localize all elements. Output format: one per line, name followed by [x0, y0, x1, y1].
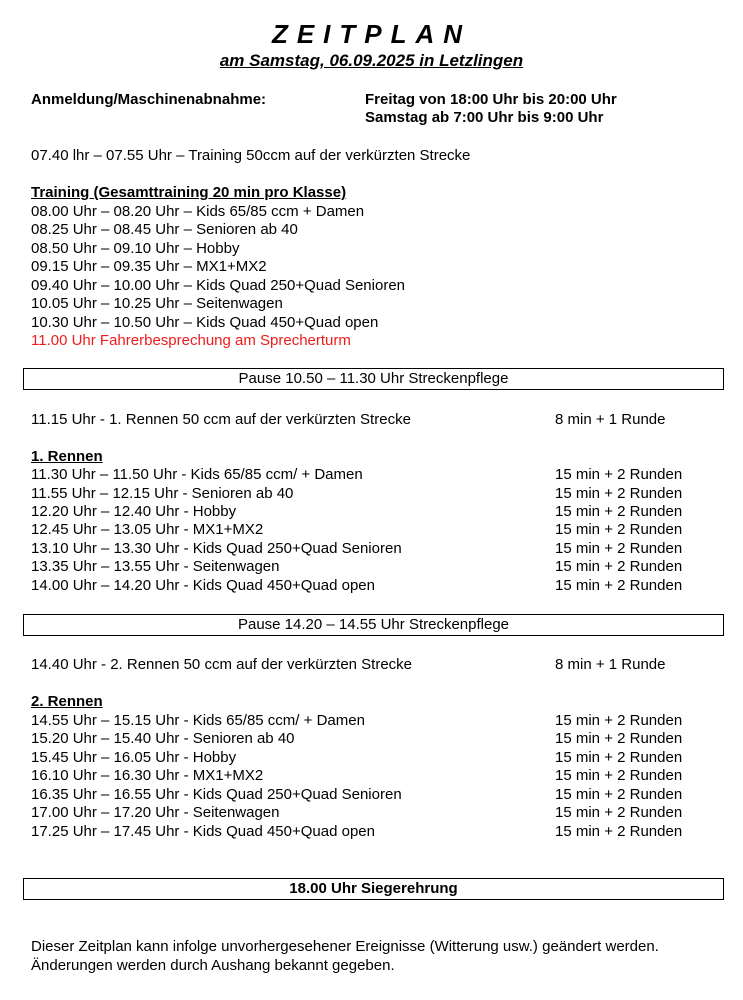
race-50ccm-1: 11.15 Uhr - 1. Rennen 50 ccm auf der verkürzten Strecke [31, 411, 411, 428]
race2-heading: 2. Rennen [31, 693, 103, 710]
race2-duration: 15 min + 2 Runden [555, 767, 683, 784]
race1-item: 12.45 Uhr – 13.05 Uhr - MX1+MX2 [31, 521, 264, 538]
race2-item: 16.10 Uhr – 16.30 Uhr - MX1+MX2 [31, 767, 264, 784]
race1-item: 13.10 Uhr – 13.30 Uhr - Kids Quad 250+Quad Senioren [31, 540, 402, 557]
race1-duration: 15 min + 2 Runden [555, 503, 683, 520]
rider-briefing-notice: 11.00 Uhr Fahrerbesprechung am Sprecherturm [31, 332, 351, 349]
race2-item: 15.20 Uhr – 15.40 Uhr - Senioren ab 40 [31, 730, 295, 747]
registration-label: Anmeldung/Maschinenabnahme: [31, 91, 267, 108]
pause-box-1: Pause 10.50 – 11.30 Uhr Streckenpflege [23, 368, 724, 390]
race2-duration: 15 min + 2 Runden [555, 730, 683, 747]
training-item: 09.40 Uhr – 10.00 Uhr – Kids Quad 250+Quad Senioren [31, 277, 406, 294]
registration-saturday: Samstag ab 7:00 Uhr bis 9:00 Uhr [365, 109, 604, 126]
race1-duration: 15 min + 2 Runden [555, 577, 683, 594]
race1-heading: 1. Rennen [31, 448, 103, 465]
race2-duration: 15 min + 2 Runden [555, 823, 683, 840]
race2-item: 15.45 Uhr – 16.05 Uhr - Hobby [31, 749, 237, 766]
race2-item: 17.25 Uhr – 17.45 Uhr - Kids Quad 450+Quad open [31, 823, 375, 840]
race1-duration: 15 min + 2 Runden [555, 558, 683, 575]
training-item: 08.00 Uhr – 08.20 Uhr – Kids 65/85 ccm + Damen [31, 203, 365, 220]
race1-item: 11.55 Uhr – 12.15 Uhr - Senioren ab 40 [31, 485, 294, 502]
race2-duration: 15 min + 2 Runden [555, 804, 683, 821]
training-item: 08.50 Uhr – 09.10 Uhr – Hobby [31, 240, 240, 257]
pre-training-50ccm: 07.40 lhr – 07.55 Uhr – Training 50ccm auf der verkürzten Strecke [31, 147, 471, 164]
race1-duration: 15 min + 2 Runden [555, 540, 683, 557]
footer-disclaimer: Dieser Zeitplan kann infolge unvorhergesehener Ereignisse (Witterung usw.) geändert werden. [31, 938, 659, 955]
training-item: 10.30 Uhr – 10.50 Uhr – Kids Quad 450+Quad open [31, 314, 379, 331]
race-50ccm-2-duration: 8 min + 1 Runde [555, 656, 666, 673]
race1-item: 14.00 Uhr – 14.20 Uhr - Kids Quad 450+Quad open [31, 577, 375, 594]
pause-box-2: Pause 14.20 – 14.55 Uhr Streckenpflege [23, 614, 724, 636]
race2-duration: 15 min + 2 Runden [555, 712, 683, 729]
race1-item: 13.35 Uhr – 13.55 Uhr - Seitenwagen [31, 558, 280, 575]
race2-item: 14.55 Uhr – 15.15 Uhr - Kids 65/85 ccm/ + Damen [31, 712, 365, 729]
award-ceremony-box: 18.00 Uhr Siegerehrung [23, 878, 724, 900]
race2-duration: 15 min + 2 Runden [555, 749, 683, 766]
race2-duration: 15 min + 2 Runden [555, 786, 683, 803]
registration-friday: Freitag von 18:00 Uhr bis 20:00 Uhr [365, 91, 617, 108]
race1-duration: 15 min + 2 Runden [555, 521, 683, 538]
race-50ccm-1-duration: 8 min + 1 Runde [555, 411, 666, 428]
race1-item: 12.20 Uhr – 12.40 Uhr - Hobby [31, 503, 237, 520]
race1-duration: 15 min + 2 Runden [555, 485, 683, 502]
race2-item: 17.00 Uhr – 17.20 Uhr - Seitenwagen [31, 804, 280, 821]
race2-item: 16.35 Uhr – 16.55 Uhr - Kids Quad 250+Quad Senioren [31, 786, 402, 803]
training-item: 10.05 Uhr – 10.25 Uhr – Seitenwagen [31, 295, 283, 312]
race1-item: 11.30 Uhr – 11.50 Uhr - Kids 65/85 ccm/ + Damen [31, 466, 363, 483]
page-subtitle: am Samstag, 06.09.2025 in Letzlingen [219, 51, 524, 70]
training-item: 08.25 Uhr – 08.45 Uhr – Senioren ab 40 [31, 221, 298, 238]
training-item: 09.15 Uhr – 09.35 Uhr – MX1+MX2 [31, 258, 267, 275]
footer-notice: Änderungen werden durch Aushang bekannt gegeben. [31, 957, 395, 974]
page-title: ZEITPLAN [271, 19, 472, 49]
training-heading: Training (Gesamttraining 20 min pro Klasse) [31, 184, 347, 201]
race-50ccm-2: 14.40 Uhr - 2. Rennen 50 ccm auf der verkürzten Strecke [31, 656, 413, 673]
race1-duration: 15 min + 2 Runden [555, 466, 683, 483]
